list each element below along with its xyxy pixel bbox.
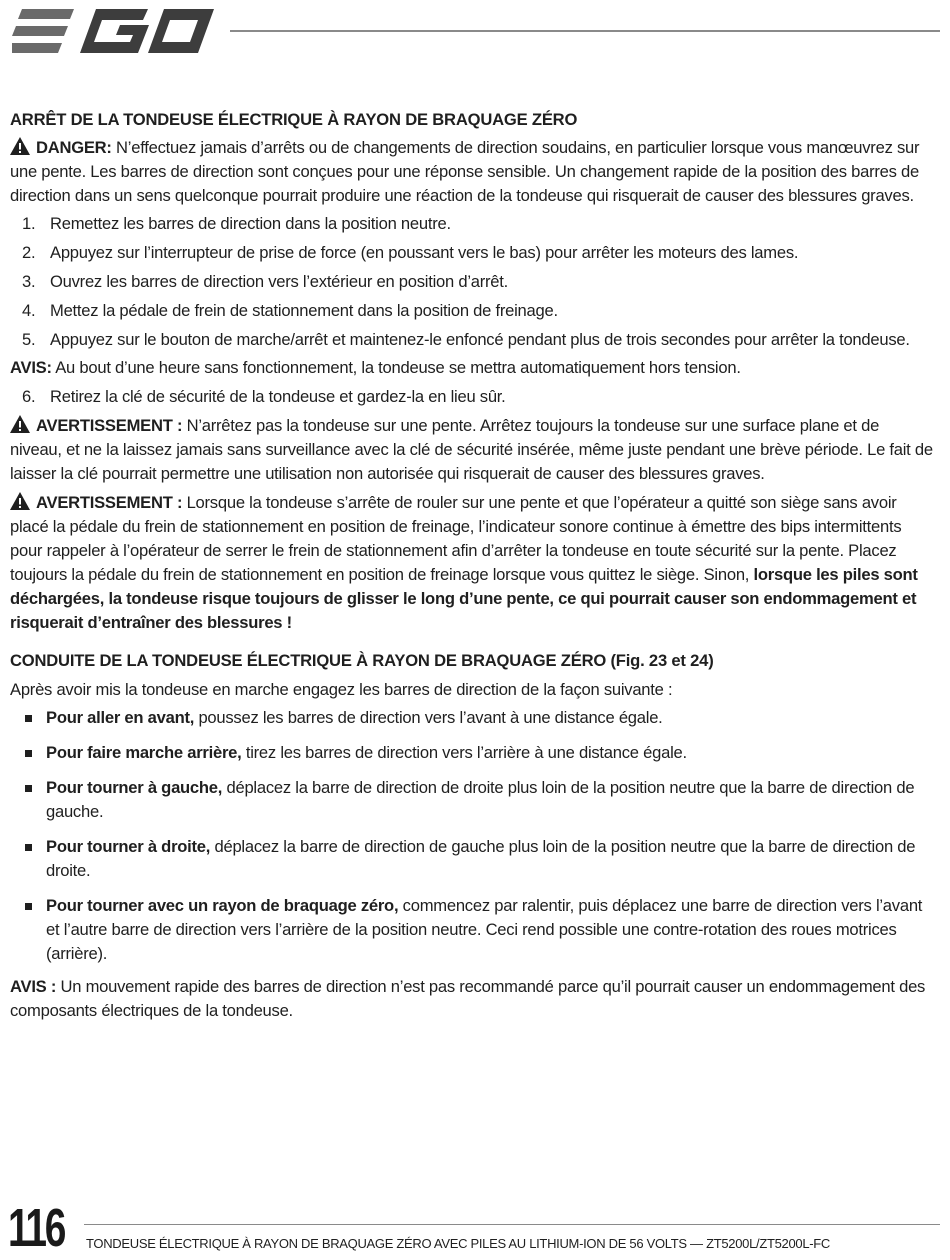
bullet-text: déplacez la barre de direction de droite plus loin de la position neutre que la barre de direction de gauche. (46, 778, 915, 821)
list-item (10, 741, 935, 765)
warning-triangle-icon (10, 492, 30, 510)
danger-text: N’effectuez jamais d’arrêts ou de changements de direction soudains, en particulier lorsque vous manœuvrez sur une pente. Les barres de direction sont conçues pour une réponse sensible. Un changement rapide de la position des barres de direction dans un sens quelconque pourrait produire une réaction de la tondeuse qui risquerait de causer des blessures graves. (10, 138, 920, 205)
step-number: 6. (22, 387, 36, 406)
list-item (10, 270, 935, 294)
warning-text: N’arrêtez pas la tondeuse sur une pente. Arrêtez toujours la tondeuse sur une surface plane et de niveau, et ne la laissez jamais sans surveillance avec la clé de sécurité insérée, même juste pendant une brève période. Le fait de laisser la clé pourrait permettre une utilisation non autorisée qui risquerait de causer des blessures graves. (10, 416, 933, 483)
step-text: Appuyez sur le bouton de marche/arrêt et maintenez-le enfoncé pendant plus de trois secondes pour arrêter la tondeuse. (50, 330, 910, 349)
bullet-bold: Pour tourner à droite, (46, 837, 211, 856)
section-title-driving: CONDUITE DE LA TONDEUSE ÉLECTRIQUE À RAYON DE BRAQUAGE ZÉRO (Fig. 23 et 24) (10, 651, 714, 670)
footer-text: TONDEUSE ÉLECTRIQUE À RAYON DE BRAQUAGE ZÉRO AVEC PILES AU LITHIUM-ION DE 56 VOLTS — ZT5200L/ZT5200L-FC (86, 1236, 831, 1251)
list-item (10, 328, 935, 352)
list-item (10, 385, 935, 409)
warning-paragraph-2 (10, 491, 935, 635)
step-number: 2. (22, 243, 36, 262)
step-text: Retirez la clé de sécurité de la tondeuse et gardez-la en lieu sûr. (50, 387, 506, 406)
step-text: Ouvrez les barres de direction vers l’extérieur en position d’arrêt. (50, 272, 508, 291)
step-number: 4. (22, 301, 36, 320)
driving-intro: Après avoir mis la tondeuse en marche engagez les barres de direction de la façon suivante : (10, 680, 673, 699)
warning-triangle-icon (10, 415, 30, 433)
stop-step-6 (10, 385, 935, 409)
bullet-text: poussez les barres de direction vers l’avant à une distance égale. (194, 708, 663, 727)
bullet-text: commencez par ralentir, puis déplacez une barre de direction vers l’avant et l’autre barre de direction vers l’arrière de la position neutre. Ceci rend possible une contre-rotation des roues motrices (arrière). (46, 896, 923, 963)
list-item (10, 776, 935, 824)
warning-label: AVERTISSEMENT : (36, 416, 183, 435)
footer-rule (84, 1224, 940, 1225)
warning-paragraph-1 (10, 414, 935, 486)
page-number: 116 (8, 1198, 65, 1258)
list-item (10, 894, 935, 966)
bullet-text: déplacez la barre de direction de gauche plus loin de la position neutre que la barre de direction de droite. (46, 837, 916, 880)
step-text: Appuyez sur l’interrupteur de prise de force (en poussant vers le bas) pour arrêter les moteurs des lames. (50, 243, 799, 262)
warning-triangle-icon (10, 137, 30, 155)
bullet-square-icon (25, 785, 32, 792)
header-rule (230, 30, 940, 32)
list-item (10, 241, 935, 265)
list-item (10, 706, 935, 730)
avis-text: Au bout d’une heure sans fonctionnement, la tondeuse se mettra automatiquement hors tension. (51, 358, 741, 377)
danger-paragraph (10, 136, 935, 208)
bullet-square-icon (25, 903, 32, 910)
step-number: 5. (22, 330, 36, 349)
avis-paragraph-2 (10, 975, 935, 1023)
bullet-bold: Pour tourner à gauche, (46, 778, 223, 797)
warning-text: Lorsque la tondeuse s’arrête de rouler sur une pente et que l’opérateur a quitté son siège sans avoir placé la pédale du frein de stationnement en position de freinage, l’indicateur sonore continue à émettre des bips intermittents pour rappeler à l’opérateur de serrer le frein de stationnement afin d’arrêter la tondeuse en toute sécurité sur la pente. Placez toujours la pédale du frein de stationnement en position de freinage lorsque vous quittez le siège. Sinon, (10, 493, 902, 584)
section-title-stopping: ARRÊT DE LA TONDEUSE ÉLECTRIQUE À RAYON DE BRAQUAGE ZÉRO (10, 110, 578, 129)
bullet-square-icon (25, 715, 32, 722)
step-text: Mettez la pédale de frein de stationnement dans la position de freinage. (50, 301, 558, 320)
driving-bullets (10, 706, 935, 966)
bullet-bold: Pour faire marche arrière, (46, 743, 242, 762)
main-content (10, 108, 935, 1023)
avis-label: AVIS : (10, 977, 57, 996)
bullet-bold: Pour tourner avec un rayon de braquage zéro, (46, 896, 399, 915)
list-item (10, 299, 935, 323)
warning-label: AVERTISSEMENT : (36, 493, 183, 512)
step-text: Remettez les barres de direction dans la position neutre. (50, 214, 451, 233)
bullet-bold: Pour aller en avant, (46, 708, 195, 727)
bullet-square-icon (25, 844, 32, 851)
step-number: 1. (22, 214, 36, 233)
warning-bold-text: lorsque les piles sont déchargées, la tondeuse risque toujours de glisser le long d’une pente, ce qui pourrait causer son endommagement et risquerait d’entraîner des blessures ! (10, 565, 918, 632)
stop-steps-list (10, 212, 935, 352)
bullet-square-icon (25, 750, 32, 757)
avis-label: AVIS: (10, 358, 52, 377)
step-number: 3. (22, 272, 36, 291)
ego-logo (12, 8, 214, 54)
bullet-text: tirez les barres de direction vers l’arrière à une distance égale. (241, 743, 687, 762)
avis-text: Un mouvement rapide des barres de direction n’est pas recommandé parce qu’il pourrait causer un endommagement des composants électriques de la tondeuse. (10, 977, 926, 1020)
list-item (10, 835, 935, 883)
avis-paragraph (10, 356, 935, 380)
list-item (10, 212, 935, 236)
danger-label: DANGER: (36, 138, 112, 157)
